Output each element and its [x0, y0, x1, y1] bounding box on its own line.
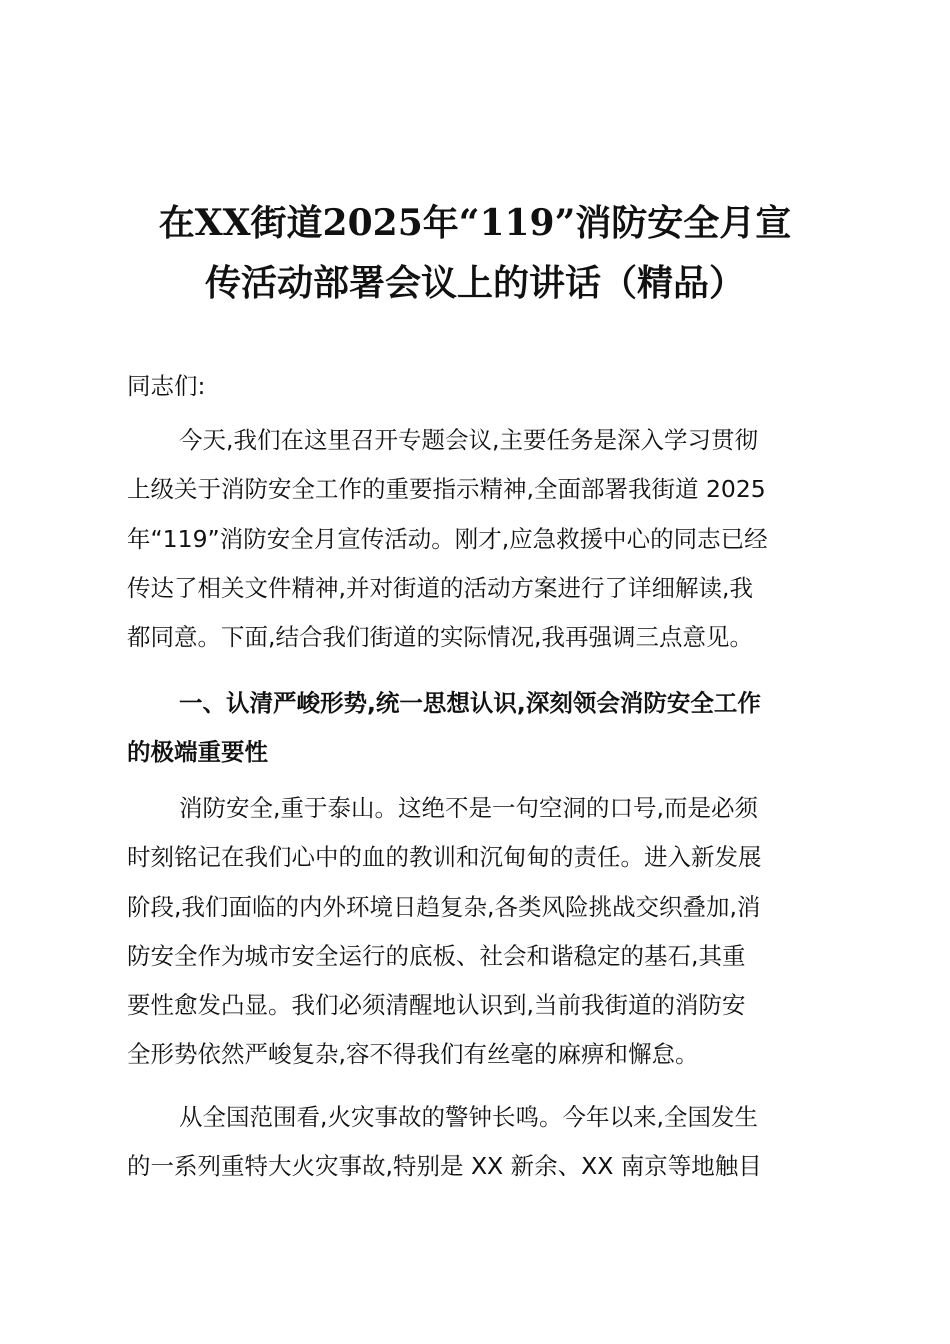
paragraph-line: 的一系列重特大火灾事故,特别是 XX 新余、XX 南京等地触目 — [127, 1152, 762, 1181]
paragraph-line: 传达了相关文件精神,并对街道的活动方案进行了详细解读,我 — [127, 573, 753, 602]
heading-line: 一、认清严峻形势,统一思想认识,深刻领会消防安全工作 — [179, 689, 761, 717]
paragraph-national — [127, 1093, 823, 1192]
paragraph-line: 今天,我们在这里召开专题会议,主要任务是深入学习贯彻 — [179, 426, 758, 454]
paragraph-line: 阶段,我们面临的内外环境日趋复杂,各类风险挑战交织叠加,消 — [127, 892, 761, 921]
paragraph-line: 要性愈发凸显。我们必须清醒地认识到,当前我街道的消防安 — [127, 991, 746, 1020]
title-line: 在XX街道2025年“119”消防安全月宣 — [158, 202, 792, 244]
paragraph-line: 年“119”消防安全月宣传活动。刚才,应急救援中心的同志已经 — [127, 524, 768, 553]
paragraph-fire-safety — [127, 784, 823, 1080]
paragraph-line: 全形势依然严峻复杂,容不得我们有丝毫的麻痹和懈怠。 — [127, 1040, 699, 1069]
paragraph-line: 时刻铭记在我们心中的血的教训和沉甸甸的责任。进入新发展 — [127, 843, 762, 872]
paragraph-line: 都同意。下面,结合我们街道的实际情况,我再强调三点意见。 — [127, 623, 753, 652]
paragraph-line: 从全国范围看,火灾事故的警钟长鸣。今年以来,全国发生 — [179, 1103, 758, 1131]
document-title — [120, 193, 830, 313]
paragraph-line: 消防安全,重于泰山。这绝不是一句空洞的口号,而是必须 — [179, 794, 758, 822]
paragraph-line: 防安全作为城市安全运行的底板、社会和谐稳定的基石,其重 — [127, 941, 746, 970]
section-heading-1 — [127, 679, 823, 778]
heading-line: 的极端重要性 — [127, 738, 268, 767]
paragraph-line: 上级关于消防安全工作的重要指示精神,全面部署我街道 2025 — [127, 475, 766, 504]
title-line: 传活动部署会议上的讲话（精品） — [204, 262, 745, 304]
salutation: 同志们: — [127, 372, 206, 400]
paragraph-opening — [127, 416, 823, 662]
